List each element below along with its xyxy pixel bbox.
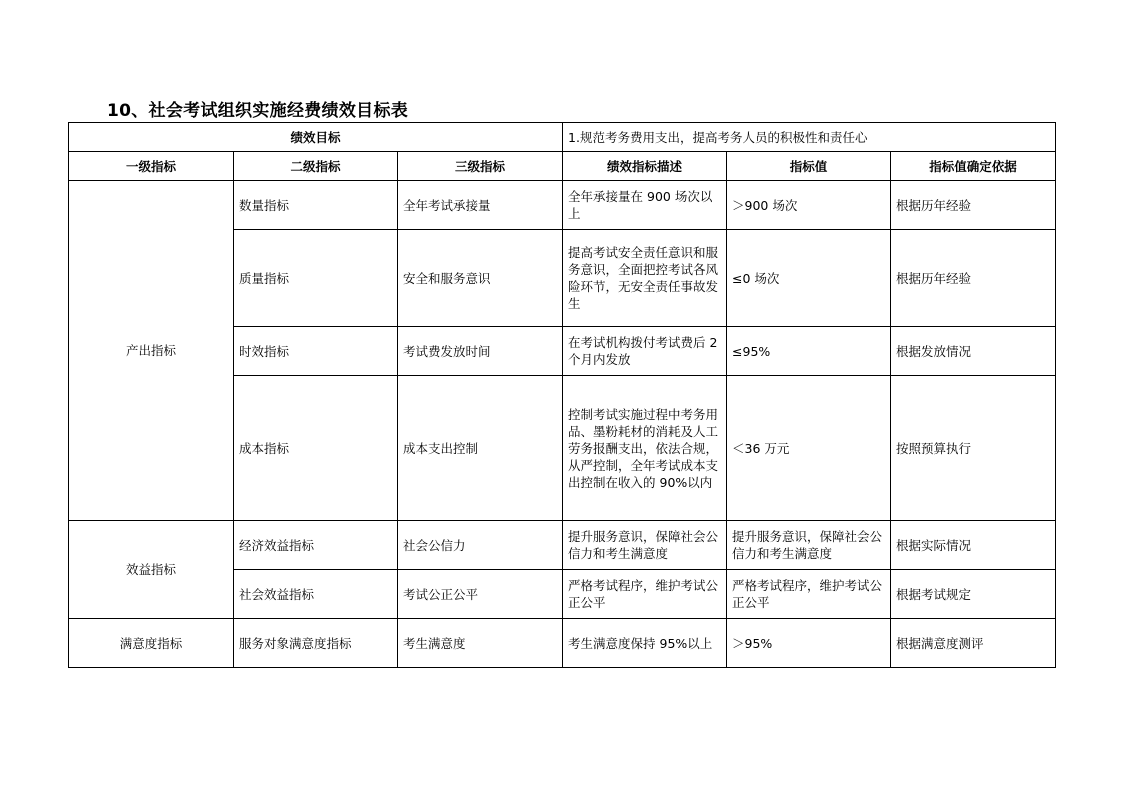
value-cell: ≤0 场次 xyxy=(727,230,891,327)
description-cell: 在考试机构拨付考试费后 2 个月内发放 xyxy=(563,327,727,376)
description-cell: 严格考试程序，维护考试公正公平 xyxy=(563,570,727,619)
value-cell: ＜36 万元 xyxy=(727,376,891,521)
description-cell: 全年承接量在 900 场次以上 xyxy=(563,181,727,230)
level3-cell: 考试费发放时间 xyxy=(398,327,563,376)
description-cell: 提高考试安全责任意识和服务意识，全面把控考试各风险环节，无安全责任事故发生 xyxy=(563,230,727,327)
header-level1: 一级指标 xyxy=(69,152,234,181)
goal-text: 1.规范考务费用支出，提高考务人员的积极性和责任心 xyxy=(563,123,1056,152)
table-row xyxy=(69,181,1056,230)
document-title: 10、社会考试组织实施经费绩效目标表 xyxy=(107,101,409,121)
level2-cell: 数量指标 xyxy=(234,181,398,230)
performance-goal-table xyxy=(68,122,1056,668)
value-cell: ＞95% xyxy=(727,619,891,668)
level3-cell: 社会公信力 xyxy=(398,521,563,570)
level2-cell: 服务对象满意度指标 xyxy=(234,619,398,668)
value-cell: 严格考试程序，维护考试公正公平 xyxy=(727,570,891,619)
level2-cell: 经济效益指标 xyxy=(234,521,398,570)
table-row xyxy=(69,619,1056,668)
basis-cell: 按照预算执行 xyxy=(891,376,1056,521)
level3-cell: 安全和服务意识 xyxy=(398,230,563,327)
basis-cell: 根据历年经验 xyxy=(891,181,1056,230)
description-cell: 考生满意度保持 95%以上 xyxy=(563,619,727,668)
value-cell: ＞900 场次 xyxy=(727,181,891,230)
header-level2: 二级指标 xyxy=(234,152,398,181)
header-description: 绩效指标描述 xyxy=(563,152,727,181)
basis-cell: 根据实际情况 xyxy=(891,521,1056,570)
header-basis: 指标值确定依据 xyxy=(891,152,1056,181)
table-row xyxy=(69,521,1056,570)
description-cell: 提升服务意识，保障社会公信力和考生满意度 xyxy=(563,521,727,570)
level1-output: 产出指标 xyxy=(69,181,234,521)
level3-cell: 考生满意度 xyxy=(398,619,563,668)
description-cell: 控制考试实施过程中考务用品、墨粉耗材的消耗及人工劳务报酬支出，依法合规，从严控制，全年考试成本支出控制在收入的 90%以内 xyxy=(563,376,727,521)
header-value: 指标值 xyxy=(727,152,891,181)
value-cell: ≤95% xyxy=(727,327,891,376)
goal-row xyxy=(69,123,1056,152)
basis-cell: 根据满意度测评 xyxy=(891,619,1056,668)
header-level3: 三级指标 xyxy=(398,152,563,181)
level3-cell: 考试公正公平 xyxy=(398,570,563,619)
level3-cell: 全年考试承接量 xyxy=(398,181,563,230)
level2-cell: 时效指标 xyxy=(234,327,398,376)
basis-cell: 根据历年经验 xyxy=(891,230,1056,327)
level1-satisfaction: 满意度指标 xyxy=(69,619,234,668)
level1-benefit: 效益指标 xyxy=(69,521,234,619)
basis-cell: 根据发放情况 xyxy=(891,327,1056,376)
basis-cell: 根据考试规定 xyxy=(891,570,1056,619)
level2-cell: 社会效益指标 xyxy=(234,570,398,619)
header-row xyxy=(69,152,1056,181)
level2-cell: 质量指标 xyxy=(234,230,398,327)
level2-cell: 成本指标 xyxy=(234,376,398,521)
level3-cell: 成本支出控制 xyxy=(398,376,563,521)
value-cell: 提升服务意识，保障社会公信力和考生满意度 xyxy=(727,521,891,570)
goal-label: 绩效目标 xyxy=(69,123,563,152)
